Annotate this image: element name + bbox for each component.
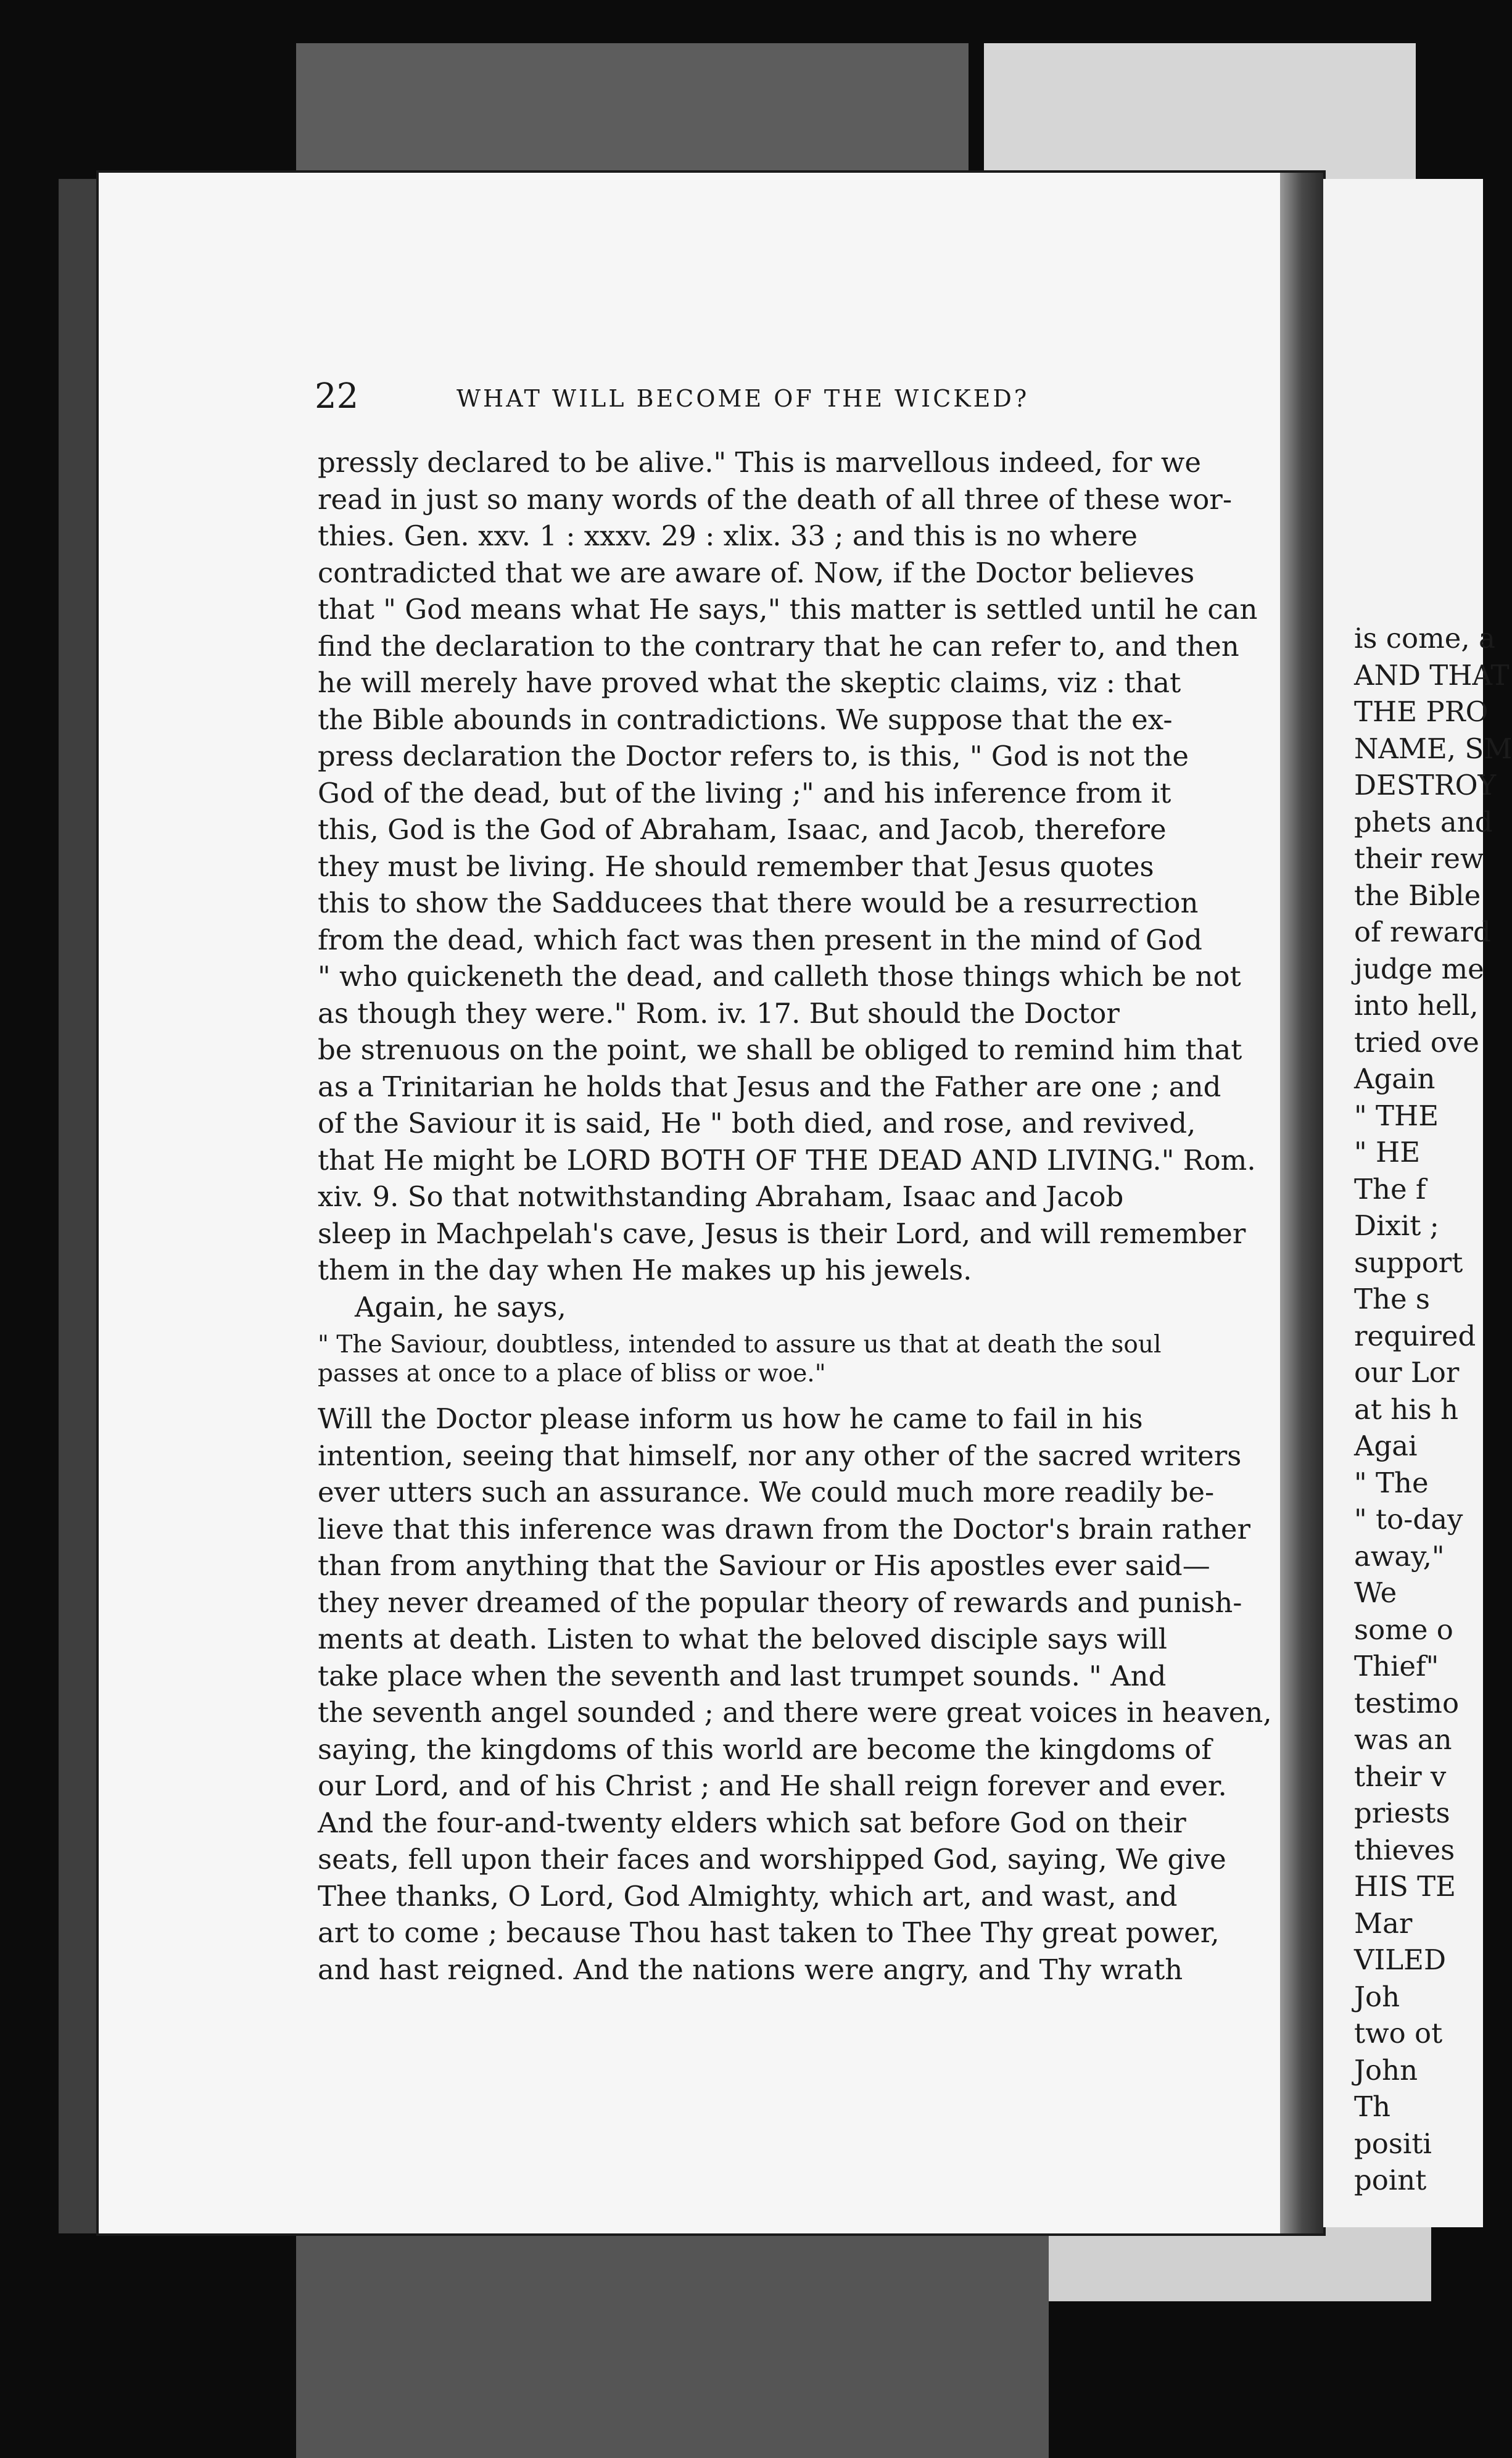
text-line: press declaration the Doctor refers to, is this, " God is not the: [318, 740, 1189, 772]
text-line: saying, the kingdoms of this world are become the kingdoms of: [318, 1732, 1212, 1766]
right-page-line: Mar: [1354, 1906, 1413, 1940]
text-line: lieve that this inference was drawn from the Doctor's brain rather: [318, 1512, 1250, 1546]
scan-background-bottom: [296, 2233, 1049, 2458]
text-line: take place when the seventh and last trumpet sounds. " And: [318, 1659, 1167, 1692]
right-page-line: is come, a: [1354, 622, 1495, 655]
page-body: [318, 444, 1272, 1988]
text-line: they must be living. He should remember that Jesus quotes: [318, 850, 1154, 883]
text-line: of the Saviour it is said, He " both died, and rose, and revived,: [318, 1107, 1196, 1140]
text-line: the seventh angel sounded ; and there were great voices in heaven,: [318, 1696, 1272, 1729]
text-line: thies. Gen. xxv. 1 : xxxv. 29 : xlix. 33 ; and this is no where: [318, 519, 1138, 552]
right-page-line: The f: [1354, 1172, 1426, 1206]
right-page-line: two ot: [1354, 2017, 1443, 2050]
scan-paper-strip-top: [984, 43, 1416, 179]
block-quote: [318, 1330, 1237, 1388]
text-line: ments at death. Listen to what the beloved disciple says will: [318, 1623, 1168, 1655]
right-page-line: " HE: [1354, 1136, 1421, 1169]
text-line: as a Trinitarian he holds that Jesus and the Father are one ; and: [318, 1070, 1221, 1103]
text-line: seats, fell upon their faces and worshipped God, saying, We give: [318, 1843, 1226, 1876]
right-page-line: AND THAT: [1354, 658, 1510, 692]
text-line: Will the Doctor please inform us how he came to fail in his: [318, 1402, 1143, 1435]
right-page-line: John: [1354, 2053, 1418, 2087]
right-page-line: some o: [1354, 1613, 1453, 1646]
right-page-line: " to-day: [1354, 1503, 1463, 1536]
text-line: this to show the Sadducees that there would be a resurrection: [318, 887, 1199, 919]
text-line: read in just so many words of the death of all three of these wor-: [318, 482, 1233, 516]
right-page-line: point: [1354, 2164, 1427, 2196]
right-page-line: phets and: [1354, 805, 1493, 838]
text-line: them in the day when He makes up his jewels.: [318, 1254, 972, 1286]
right-page-line: VILED: [1354, 1943, 1447, 1976]
text-line: God of the dead, but of the living ;" and his inference from it: [318, 776, 1171, 809]
text-line: this, God is the God of Abraham, Isaac, and Jacob, therefore: [318, 813, 1167, 846]
text-line: he will merely have proved what the skeptic claims, viz : that: [318, 666, 1181, 699]
text-line: passes at once to a place of bliss or woe.": [318, 1360, 826, 1388]
book-gutter: [1280, 173, 1323, 2233]
right-page-line: our Lor: [1354, 1356, 1460, 1389]
text-line: And the four-and-twenty elders which sat before God on their: [318, 1806, 1186, 1839]
text-line: art to come ; because Thou hast taken to Thee Thy great power,: [318, 1916, 1220, 1949]
right-page-text: [1354, 620, 1512, 2199]
text-line: contradicted that we are aware of. Now, if the Doctor believes: [318, 556, 1195, 589]
running-head: WHAT WILL BECOME OF THE WICKED?: [456, 385, 1030, 412]
right-page-line: " The: [1354, 1466, 1429, 1499]
text-line: pressly declared to be alive." This is marvellous indeed, for we: [318, 446, 1202, 479]
text-line: Thee thanks, O Lord, God Almighty, which art, and wast, and: [318, 1879, 1178, 1913]
text-line: " The Saviour, doubtless, intended to assure us that at death the soul: [318, 1331, 1162, 1359]
text-line: sleep in Machpelah's cave, Jesus is their Lord, and will remember: [318, 1217, 1246, 1250]
text-line: find the declaration to the contrary that he can refer to, and then: [318, 629, 1239, 663]
right-page-line: DESTROY: [1354, 769, 1497, 801]
text-line: from the dead, which fact was then present in the mind of God: [318, 923, 1202, 956]
text-line: ever utters such an assurance. We could much more readily be-: [318, 1476, 1215, 1508]
right-page-line: We: [1354, 1576, 1397, 1609]
right-page-line: was an: [1354, 1723, 1452, 1756]
right-page-line: Agai: [1354, 1430, 1418, 1462]
text-line: xiv. 9. So that notwithstanding Abraham, Isaac and Jacob: [318, 1180, 1124, 1213]
text-line: be strenuous on the point, we shall be obliged to remind him that: [318, 1033, 1242, 1066]
right-page-line: support: [1354, 1246, 1463, 1279]
text-line: intention, seeing that himself, nor any other of the sacred writers: [318, 1439, 1242, 1472]
book-edge-left: [59, 179, 102, 2233]
right-page-line: Dixit ;: [1354, 1209, 1439, 1242]
right-page-line: Joh: [1354, 1980, 1400, 2013]
right-page-line: judge me: [1354, 952, 1484, 985]
right-page-line: priests: [1354, 1797, 1450, 1829]
right-page-line: their rew: [1354, 842, 1484, 875]
text-line: that He might be LORD BOTH OF THE DEAD AND LIVING." Rom.: [318, 1143, 1256, 1177]
right-page-line: " THE: [1354, 1099, 1439, 1132]
right-page-line: tried ove: [1354, 1025, 1479, 1059]
right-page-line: Th: [1354, 2090, 1390, 2123]
right-page-line: thieves: [1354, 1833, 1455, 1866]
book-page-right: [1323, 179, 1512, 2227]
right-page-line: their v: [1354, 1760, 1447, 1793]
right-page-line: THE PRO: [1354, 695, 1489, 728]
text-line: than from anything that the Saviour or His apostles ever said—: [318, 1549, 1210, 1582]
right-page-line: the Bible: [1354, 879, 1481, 912]
text-line: that " God means what He says," this matter is settled until he can: [318, 593, 1258, 626]
page-header: [315, 376, 1240, 420]
text-line: " who quickeneth the dead, and calleth those things which be not: [318, 960, 1241, 993]
right-page-line: positi: [1354, 2127, 1432, 2160]
paragraph-2: [318, 1401, 1272, 1988]
right-page-line: at his h: [1354, 1392, 1458, 1426]
right-page-line: away,": [1354, 1539, 1445, 1573]
text-line: they never dreamed of the popular theory of rewards and punish-: [318, 1586, 1242, 1619]
text-line: and hast reigned. And the nations were angry, and Thy wrath: [318, 1953, 1183, 1986]
text-line: as though they were." Rom. iv. 17. But should the Doctor: [318, 996, 1120, 1030]
right-page-line: testimo: [1354, 1686, 1460, 1719]
page-number: 22: [315, 376, 359, 416]
right-page-line: The s: [1354, 1283, 1431, 1315]
right-page-line: of reward: [1354, 916, 1491, 948]
right-page-line: NAME, SM: [1354, 732, 1512, 765]
right-page-line: Thief": [1354, 1650, 1439, 1682]
right-page-line: required: [1354, 1319, 1476, 1352]
again-line: Again, he says,: [355, 1290, 566, 1323]
right-page-line: into hell,: [1354, 989, 1479, 1022]
text-line: the Bible abounds in contradictions. We suppose that the ex-: [318, 703, 1173, 736]
text-line: our Lord, and of his Christ ; and He shall reign forever and ever.: [318, 1769, 1227, 1802]
paragraph-1: [318, 444, 1258, 1289]
right-page-line: Again: [1354, 1062, 1436, 1095]
right-page-line: HIS TE: [1354, 1870, 1456, 1903]
